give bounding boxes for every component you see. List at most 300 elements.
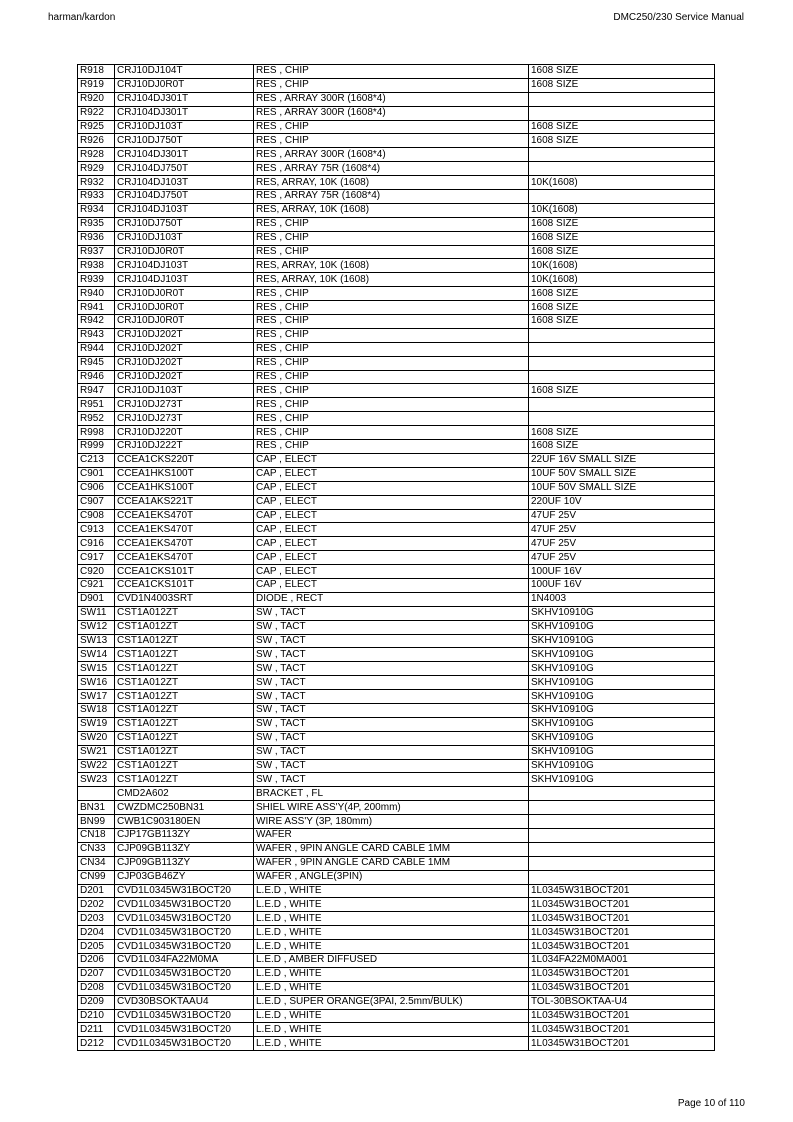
- table-row: [78, 398, 715, 412]
- ref-designator-cell: D207: [78, 967, 115, 981]
- part-number-cell: CCEA1CKS101T: [115, 578, 254, 592]
- part-number-cell: CVD1L0345W31BOCT20: [115, 926, 254, 940]
- table-row: [78, 676, 715, 690]
- description-cell: SW , TACT: [254, 731, 529, 745]
- part-number-cell: CVD1L0345W31BOCT20: [115, 981, 254, 995]
- part-number-cell: CVD1L0345W31BOCT20: [115, 1009, 254, 1023]
- part-number-cell: CRJ10DJ103T: [115, 384, 254, 398]
- description-cell: CAP , ELECT: [254, 537, 529, 551]
- part-number-cell: CRJ104DJ103T: [115, 203, 254, 217]
- remark-cell: [529, 856, 715, 870]
- table-row: [78, 162, 715, 176]
- ref-designator-cell: R998: [78, 426, 115, 440]
- table-row: [78, 856, 715, 870]
- remark-cell: [529, 412, 715, 426]
- remark-cell: 1608 SIZE: [529, 301, 715, 315]
- remark-cell: [529, 356, 715, 370]
- ref-designator-cell: R928: [78, 148, 115, 162]
- description-cell: CAP , ELECT: [254, 509, 529, 523]
- table-row: [78, 606, 715, 620]
- remark-cell: 1L0345W31BOCT201: [529, 967, 715, 981]
- part-number-cell: CST1A012ZT: [115, 606, 254, 620]
- description-cell: RES , CHIP: [254, 315, 529, 329]
- table-row: [78, 120, 715, 134]
- part-number-cell: CST1A012ZT: [115, 690, 254, 704]
- part-number-cell: CVD1N4003SRT: [115, 592, 254, 606]
- ref-designator-cell: R933: [78, 190, 115, 204]
- ref-designator-cell: [78, 787, 115, 801]
- ref-designator-cell: C901: [78, 467, 115, 481]
- part-number-cell: CST1A012ZT: [115, 759, 254, 773]
- ref-designator-cell: R951: [78, 398, 115, 412]
- remark-cell: SKHV10910G: [529, 759, 715, 773]
- table-row: [78, 481, 715, 495]
- part-number-cell: CRJ104DJ750T: [115, 162, 254, 176]
- table-row: [78, 342, 715, 356]
- part-number-cell: CCEA1CKS101T: [115, 565, 254, 579]
- table-row: [78, 967, 715, 981]
- part-number-cell: CVD1L0345W31BOCT20: [115, 898, 254, 912]
- ref-designator-cell: D203: [78, 912, 115, 926]
- remark-cell: 1L0345W31BOCT201: [529, 1037, 715, 1051]
- ref-designator-cell: R934: [78, 203, 115, 217]
- table-row: [78, 190, 715, 204]
- table-row: [78, 759, 715, 773]
- description-cell: L.E.D , WHITE: [254, 1023, 529, 1037]
- part-number-cell: CCEA1EKS470T: [115, 537, 254, 551]
- description-cell: RES, ARRAY, 10K (1608): [254, 176, 529, 190]
- description-cell: BRACKET , FL: [254, 787, 529, 801]
- table-row: [78, 926, 715, 940]
- description-cell: L.E.D , WHITE: [254, 967, 529, 981]
- table-row: [78, 592, 715, 606]
- ref-designator-cell: R922: [78, 106, 115, 120]
- remark-cell: [529, 370, 715, 384]
- remark-cell: 1608 SIZE: [529, 78, 715, 92]
- table-row: [78, 995, 715, 1009]
- part-number-cell: CRJ10DJ202T: [115, 342, 254, 356]
- part-number-cell: CCEA1HKS100T: [115, 467, 254, 481]
- part-number-cell: CRJ104DJ301T: [115, 148, 254, 162]
- part-number-cell: CJP17GB113ZY: [115, 828, 254, 842]
- part-number-cell: CVD1L034FA22M0MA: [115, 954, 254, 968]
- remark-cell: 10K(1608): [529, 176, 715, 190]
- description-cell: RES , CHIP: [254, 231, 529, 245]
- description-cell: RES, ARRAY, 10K (1608): [254, 203, 529, 217]
- ref-designator-cell: R939: [78, 273, 115, 287]
- ref-designator-cell: D210: [78, 1009, 115, 1023]
- remark-cell: [529, 787, 715, 801]
- remark-cell: 1608 SIZE: [529, 426, 715, 440]
- ref-designator-cell: SW18: [78, 703, 115, 717]
- part-number-cell: CRJ10DJ222T: [115, 440, 254, 454]
- table-row: [78, 773, 715, 787]
- table-row: [78, 787, 715, 801]
- ref-designator-cell: R920: [78, 92, 115, 106]
- part-number-cell: CJP09GB113ZY: [115, 842, 254, 856]
- ref-designator-cell: R932: [78, 176, 115, 190]
- ref-designator-cell: C916: [78, 537, 115, 551]
- remark-cell: [529, 162, 715, 176]
- remark-cell: 1608 SIZE: [529, 440, 715, 454]
- description-cell: SW , TACT: [254, 759, 529, 773]
- part-number-cell: CRJ104DJ103T: [115, 176, 254, 190]
- description-cell: SW , TACT: [254, 703, 529, 717]
- part-number-cell: CRJ10DJ104T: [115, 65, 254, 79]
- part-number-cell: CMD2A602: [115, 787, 254, 801]
- table-row: [78, 65, 715, 79]
- table-row: [78, 1009, 715, 1023]
- ref-designator-cell: R938: [78, 259, 115, 273]
- remark-cell: 10K(1608): [529, 203, 715, 217]
- table-row: [78, 578, 715, 592]
- ref-designator-cell: C213: [78, 453, 115, 467]
- ref-designator-cell: R942: [78, 315, 115, 329]
- remark-cell: [529, 828, 715, 842]
- ref-designator-cell: D211: [78, 1023, 115, 1037]
- remark-cell: SKHV10910G: [529, 717, 715, 731]
- remark-cell: SKHV10910G: [529, 773, 715, 787]
- description-cell: RES, ARRAY, 10K (1608): [254, 273, 529, 287]
- part-number-cell: CWB1C903180EN: [115, 815, 254, 829]
- table-row: [78, 203, 715, 217]
- description-cell: CAP , ELECT: [254, 467, 529, 481]
- description-cell: RES , CHIP: [254, 245, 529, 259]
- description-cell: RES , ARRAY 75R (1608*4): [254, 190, 529, 204]
- parts-list-body: [78, 65, 715, 1051]
- remark-cell: 10K(1608): [529, 259, 715, 273]
- ref-designator-cell: R935: [78, 217, 115, 231]
- table-row: [78, 731, 715, 745]
- description-cell: RES , ARRAY 300R (1608*4): [254, 106, 529, 120]
- ref-designator-cell: D202: [78, 898, 115, 912]
- ref-designator-cell: R929: [78, 162, 115, 176]
- table-row: [78, 1023, 715, 1037]
- ref-designator-cell: SW14: [78, 648, 115, 662]
- remark-cell: [529, 398, 715, 412]
- ref-designator-cell: SW16: [78, 676, 115, 690]
- ref-designator-cell: D206: [78, 954, 115, 968]
- remark-cell: SKHV10910G: [529, 620, 715, 634]
- description-cell: CAP , ELECT: [254, 523, 529, 537]
- part-number-cell: CCEA1CKS220T: [115, 453, 254, 467]
- remark-cell: 100UF 16V: [529, 578, 715, 592]
- remark-cell: 1L034FA22M0MA001: [529, 954, 715, 968]
- part-number-cell: CRJ104DJ301T: [115, 106, 254, 120]
- table-row: [78, 940, 715, 954]
- ref-designator-cell: SW20: [78, 731, 115, 745]
- part-number-cell: CRJ10DJ0R0T: [115, 301, 254, 315]
- description-cell: L.E.D , SUPER ORANGE(3PAI, 2.5mm/BULK): [254, 995, 529, 1009]
- table-row: [78, 870, 715, 884]
- ref-designator-cell: R947: [78, 384, 115, 398]
- description-cell: RES , CHIP: [254, 217, 529, 231]
- remark-cell: SKHV10910G: [529, 745, 715, 759]
- remark-cell: 1L0345W31BOCT201: [529, 981, 715, 995]
- table-row: [78, 620, 715, 634]
- remark-cell: 220UF 10V: [529, 495, 715, 509]
- remark-cell: [529, 328, 715, 342]
- ref-designator-cell: R943: [78, 328, 115, 342]
- table-row: [78, 690, 715, 704]
- description-cell: RES , CHIP: [254, 78, 529, 92]
- table-row: [78, 884, 715, 898]
- remark-cell: [529, 106, 715, 120]
- remark-cell: 1L0345W31BOCT201: [529, 926, 715, 940]
- description-cell: RES , CHIP: [254, 134, 529, 148]
- table-row: [78, 509, 715, 523]
- part-number-cell: CCEA1AKS221T: [115, 495, 254, 509]
- description-cell: RES , CHIP: [254, 398, 529, 412]
- description-cell: RES , CHIP: [254, 120, 529, 134]
- remark-cell: 1608 SIZE: [529, 245, 715, 259]
- remark-cell: 1L0345W31BOCT201: [529, 898, 715, 912]
- description-cell: RES , CHIP: [254, 440, 529, 454]
- remark-cell: [529, 342, 715, 356]
- ref-designator-cell: CN99: [78, 870, 115, 884]
- ref-designator-cell: R919: [78, 78, 115, 92]
- remark-cell: 1608 SIZE: [529, 134, 715, 148]
- description-cell: L.E.D , WHITE: [254, 1037, 529, 1051]
- ref-designator-cell: SW13: [78, 634, 115, 648]
- ref-designator-cell: R940: [78, 287, 115, 301]
- ref-designator-cell: BN99: [78, 815, 115, 829]
- table-row: [78, 828, 715, 842]
- ref-designator-cell: D205: [78, 940, 115, 954]
- ref-designator-cell: C907: [78, 495, 115, 509]
- remark-cell: SKHV10910G: [529, 662, 715, 676]
- description-cell: WIRE ASS'Y (3P, 180mm): [254, 815, 529, 829]
- ref-designator-cell: SW23: [78, 773, 115, 787]
- ref-designator-cell: SW21: [78, 745, 115, 759]
- table-row: [78, 842, 715, 856]
- part-number-cell: CVD1L0345W31BOCT20: [115, 967, 254, 981]
- description-cell: SW , TACT: [254, 676, 529, 690]
- ref-designator-cell: SW17: [78, 690, 115, 704]
- description-cell: CAP , ELECT: [254, 495, 529, 509]
- ref-designator-cell: R926: [78, 134, 115, 148]
- part-number-cell: CST1A012ZT: [115, 662, 254, 676]
- ref-designator-cell: D204: [78, 926, 115, 940]
- table-row: [78, 287, 715, 301]
- description-cell: L.E.D , WHITE: [254, 981, 529, 995]
- remark-cell: 22UF 16V SMALL SIZE: [529, 453, 715, 467]
- remark-cell: [529, 92, 715, 106]
- description-cell: RES, ARRAY, 10K (1608): [254, 259, 529, 273]
- remark-cell: 1608 SIZE: [529, 384, 715, 398]
- remark-cell: 1L0345W31BOCT201: [529, 940, 715, 954]
- part-number-cell: CST1A012ZT: [115, 648, 254, 662]
- description-cell: L.E.D , WHITE: [254, 912, 529, 926]
- description-cell: RES , CHIP: [254, 342, 529, 356]
- description-cell: SW , TACT: [254, 648, 529, 662]
- part-number-cell: CRJ10DJ0R0T: [115, 287, 254, 301]
- part-number-cell: CRJ10DJ202T: [115, 370, 254, 384]
- ref-designator-cell: D209: [78, 995, 115, 1009]
- description-cell: CAP , ELECT: [254, 578, 529, 592]
- part-number-cell: CST1A012ZT: [115, 703, 254, 717]
- ref-designator-cell: R936: [78, 231, 115, 245]
- ref-designator-cell: D208: [78, 981, 115, 995]
- part-number-cell: CRJ10DJ0R0T: [115, 315, 254, 329]
- remark-cell: 10UF 50V SMALL SIZE: [529, 467, 715, 481]
- part-number-cell: CST1A012ZT: [115, 620, 254, 634]
- remark-cell: 1L0345W31BOCT201: [529, 884, 715, 898]
- description-cell: RES , ARRAY 300R (1608*4): [254, 148, 529, 162]
- remark-cell: SKHV10910G: [529, 648, 715, 662]
- remark-cell: 47UF 25V: [529, 537, 715, 551]
- table-row: [78, 648, 715, 662]
- remark-cell: 1608 SIZE: [529, 65, 715, 79]
- description-cell: RES , CHIP: [254, 328, 529, 342]
- part-number-cell: CVD1L0345W31BOCT20: [115, 884, 254, 898]
- ref-designator-cell: R946: [78, 370, 115, 384]
- remark-cell: [529, 870, 715, 884]
- remark-cell: 47UF 25V: [529, 509, 715, 523]
- description-cell: SW , TACT: [254, 773, 529, 787]
- remark-cell: 1N4003: [529, 592, 715, 606]
- description-cell: L.E.D , WHITE: [254, 898, 529, 912]
- remark-cell: 100UF 16V: [529, 565, 715, 579]
- remark-cell: SKHV10910G: [529, 606, 715, 620]
- brand-header: harman/kardon: [48, 12, 116, 23]
- table-row: [78, 356, 715, 370]
- remark-cell: SKHV10910G: [529, 676, 715, 690]
- part-number-cell: CST1A012ZT: [115, 634, 254, 648]
- part-number-cell: CST1A012ZT: [115, 676, 254, 690]
- remark-cell: 1608 SIZE: [529, 231, 715, 245]
- description-cell: CAP , ELECT: [254, 565, 529, 579]
- description-cell: CAP , ELECT: [254, 453, 529, 467]
- description-cell: L.E.D , WHITE: [254, 926, 529, 940]
- table-row: [78, 565, 715, 579]
- ref-designator-cell: C913: [78, 523, 115, 537]
- table-row: [78, 453, 715, 467]
- description-cell: RES , CHIP: [254, 356, 529, 370]
- ref-designator-cell: D901: [78, 592, 115, 606]
- part-number-cell: CWZDMC250BN31: [115, 801, 254, 815]
- ref-designator-cell: CN34: [78, 856, 115, 870]
- part-number-cell: CST1A012ZT: [115, 745, 254, 759]
- description-cell: SW , TACT: [254, 620, 529, 634]
- description-cell: SW , TACT: [254, 745, 529, 759]
- table-row: [78, 315, 715, 329]
- table-row: [78, 801, 715, 815]
- manual-title: DMC250/230 Service Manual: [613, 12, 744, 23]
- description-cell: RES , CHIP: [254, 370, 529, 384]
- description-cell: RES , ARRAY 300R (1608*4): [254, 92, 529, 106]
- ref-designator-cell: R937: [78, 245, 115, 259]
- table-row: [78, 78, 715, 92]
- part-number-cell: CRJ10DJ273T: [115, 412, 254, 426]
- part-number-cell: CVD30BSOKTAAU4: [115, 995, 254, 1009]
- ref-designator-cell: D212: [78, 1037, 115, 1051]
- ref-designator-cell: C906: [78, 481, 115, 495]
- table-row: [78, 523, 715, 537]
- description-cell: WAFER , ANGLE(3PIN): [254, 870, 529, 884]
- table-row: [78, 92, 715, 106]
- part-number-cell: CVD1L0345W31BOCT20: [115, 940, 254, 954]
- part-number-cell: CRJ104DJ103T: [115, 259, 254, 273]
- part-number-cell: CRJ10DJ273T: [115, 398, 254, 412]
- ref-designator-cell: SW19: [78, 717, 115, 731]
- ref-designator-cell: R945: [78, 356, 115, 370]
- ref-designator-cell: SW11: [78, 606, 115, 620]
- table-row: [78, 717, 715, 731]
- table-row: [78, 662, 715, 676]
- table-row: [78, 301, 715, 315]
- part-number-cell: CJP03GB46ZY: [115, 870, 254, 884]
- table-row: [78, 217, 715, 231]
- remark-cell: 1608 SIZE: [529, 287, 715, 301]
- remark-cell: TOL-30BSOKTAA-U4: [529, 995, 715, 1009]
- table-row: [78, 495, 715, 509]
- remark-cell: 1L0345W31BOCT201: [529, 1023, 715, 1037]
- description-cell: WAFER , 9PIN ANGLE CARD CABLE 1MM: [254, 842, 529, 856]
- description-cell: CAP , ELECT: [254, 481, 529, 495]
- table-row: [78, 384, 715, 398]
- description-cell: SW , TACT: [254, 717, 529, 731]
- part-number-cell: CVD1L0345W31BOCT20: [115, 912, 254, 926]
- description-cell: L.E.D , WHITE: [254, 940, 529, 954]
- part-number-cell: CCEA1EKS470T: [115, 523, 254, 537]
- part-number-cell: CST1A012ZT: [115, 773, 254, 787]
- description-cell: CAP , ELECT: [254, 551, 529, 565]
- table-row: [78, 245, 715, 259]
- part-number-cell: CVD1L0345W31BOCT20: [115, 1023, 254, 1037]
- remark-cell: 10UF 50V SMALL SIZE: [529, 481, 715, 495]
- ref-designator-cell: D201: [78, 884, 115, 898]
- ref-designator-cell: SW12: [78, 620, 115, 634]
- ref-designator-cell: R952: [78, 412, 115, 426]
- description-cell: DIODE , RECT: [254, 592, 529, 606]
- description-cell: RES , CHIP: [254, 301, 529, 315]
- table-row: [78, 634, 715, 648]
- description-cell: RES , CHIP: [254, 384, 529, 398]
- table-row: [78, 981, 715, 995]
- description-cell: RES , CHIP: [254, 412, 529, 426]
- description-cell: RES , CHIP: [254, 426, 529, 440]
- table-row: [78, 106, 715, 120]
- remark-cell: [529, 190, 715, 204]
- part-number-cell: CST1A012ZT: [115, 731, 254, 745]
- ref-designator-cell: CN18: [78, 828, 115, 842]
- part-number-cell: CRJ10DJ103T: [115, 231, 254, 245]
- description-cell: SHIEL WIRE ASS'Y(4P, 200mm): [254, 801, 529, 815]
- table-row: [78, 176, 715, 190]
- ref-designator-cell: SW15: [78, 662, 115, 676]
- part-number-cell: CRJ10DJ0R0T: [115, 245, 254, 259]
- part-number-cell: CCEA1EKS470T: [115, 551, 254, 565]
- ref-designator-cell: CN33: [78, 842, 115, 856]
- part-number-cell: CCEA1EKS470T: [115, 509, 254, 523]
- table-row: [78, 954, 715, 968]
- table-row: [78, 440, 715, 454]
- remark-cell: 1L0345W31BOCT201: [529, 1009, 715, 1023]
- description-cell: L.E.D , WHITE: [254, 884, 529, 898]
- part-number-cell: CRJ10DJ202T: [115, 328, 254, 342]
- remark-cell: 1608 SIZE: [529, 315, 715, 329]
- remark-cell: [529, 815, 715, 829]
- remark-cell: [529, 801, 715, 815]
- table-row: [78, 551, 715, 565]
- table-row: [78, 273, 715, 287]
- ref-designator-cell: C917: [78, 551, 115, 565]
- part-number-cell: CRJ10DJ0R0T: [115, 78, 254, 92]
- table-row: [78, 467, 715, 481]
- description-cell: SW , TACT: [254, 606, 529, 620]
- table-row: [78, 426, 715, 440]
